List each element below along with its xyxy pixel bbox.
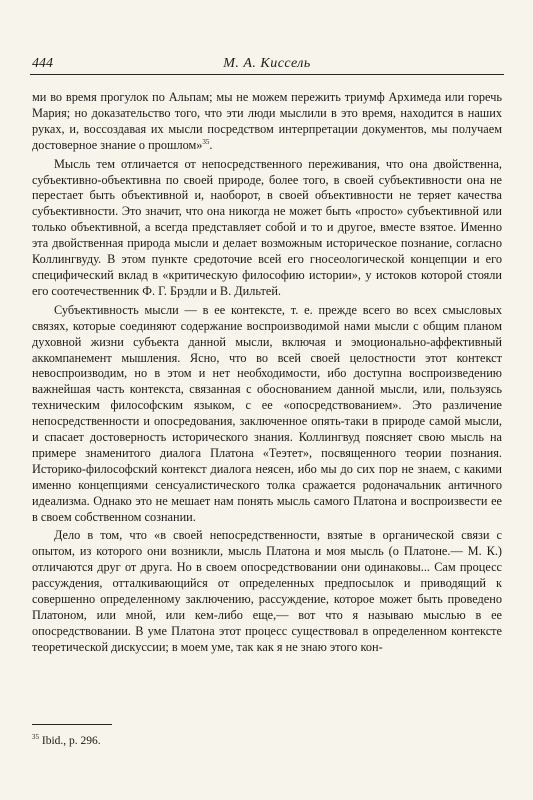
paragraph: Дело в том, что «в своей непосредственности, взятые в органической связи с опытом, из которого они возникли, мысль Платона и моя мысль (о Платоне.— М. К.) отличаются друг от друга. Но в своем опосредствовании они одинаковы... Сам процесс рассуждения, отталкивающийся от определенных предпосылок и приводящий к совершенно определенному заключению, рассуждение, которое может быть проведено Платоном, или мной, или кем-либо еще,— вот что я называю мыслью в ее опосредствовании. В уме Платона этот процесс существовал в определенном контексте теоретической дискуссии; в моем уме, так как я не знаю этого кон- <box>32 528 502 654</box>
footnote <box>32 735 101 747</box>
footnote-divider <box>32 724 112 725</box>
paragraph-text: ми во время прогулок по Альпам; мы не можем пережить триумф Архимеда или горечь Мария; но доказательство того, что эти люди мыслили в это время, находится в наших руках, и, воссоздавая их мысли посредством интерпретации документов, мы получаем достоверное знание о прошлом» <box>32 90 502 152</box>
footnote-text: Ibid., p. 296. <box>41 735 101 747</box>
footnote-number: 35 <box>32 733 39 742</box>
running-head: М. А. Киссель <box>223 56 311 71</box>
paragraph: Мысль тем отличается от непосредственного переживания, что она двойственна, субъективно-объективна по своей природе, более того, в своей субъективности она не перестает быть объективной и, наоборот, в своей объективности не теряет качества субъективности. Это значит, что она никогда не может быть «просто» субъективной или только объективной, а всегда представляет собой и то и другое, вместе взятое. Именно эта двойственная природа мысли и делает возможным историческое познание, согласно Коллингвуду. В этом пункте средоточие всей его гносеологической концепции и его специфический вклад в «критическую философию истории», у истоков которой стояли его соотечественник Ф. Г. Брэдли и В. Дильтей. <box>32 156 502 298</box>
page-number: 444 <box>32 56 53 71</box>
body-text <box>32 90 502 656</box>
footnote-marker: 35 <box>202 137 210 146</box>
paragraph: Субъективность мысли — в ее контексте, т. е. прежде всего во всех смысловых связях, которые соединяют содержание воспроизводимой нами мысли с общим планом духовной жизни субъекта данной мысли, включая и эмоционально-аффективный аккомпанемент мышления. Ясно, что во всей своей целостности этот контекст невоспроизводим, но в этом и нет необходимости, ибо доступна воспроизведению важнейшая часть контекста, связанная с обоснованием данной мысли, или, пользуясь техническим философским языком, с ее «опосредствованием». Это различение непосредственности и опосредования, заключенное опять-таки в природе самой мысли, и спасает достоверность исторического знания. Коллингвуд поясняет свою мысль на примере знаменитого диалога Платона «Теэтет», посвященного теории познания. Историко-философский контекст диалога неясен, ибо мы до сих пор не знаем, с какими именно концепциями сенсуалистического толка сражается родоначальник античного идеализма. Однако это не мешает нам понять мысль самого Платона и воспроизвести ее в своем собственном сознании. <box>32 302 502 524</box>
paragraph-continued: ми во время прогулок по Альпам; мы не можем пережить триумф Архимеда или горечь Мария; но доказательство того, что эти люди мыслили в это время, находится в наших руках, и, воссоздавая их мысли посредством интерпретации документов, мы получаем достоверное знание о прошлом»$^{35}$. <box>32 90 502 152</box>
page-header <box>30 56 504 75</box>
